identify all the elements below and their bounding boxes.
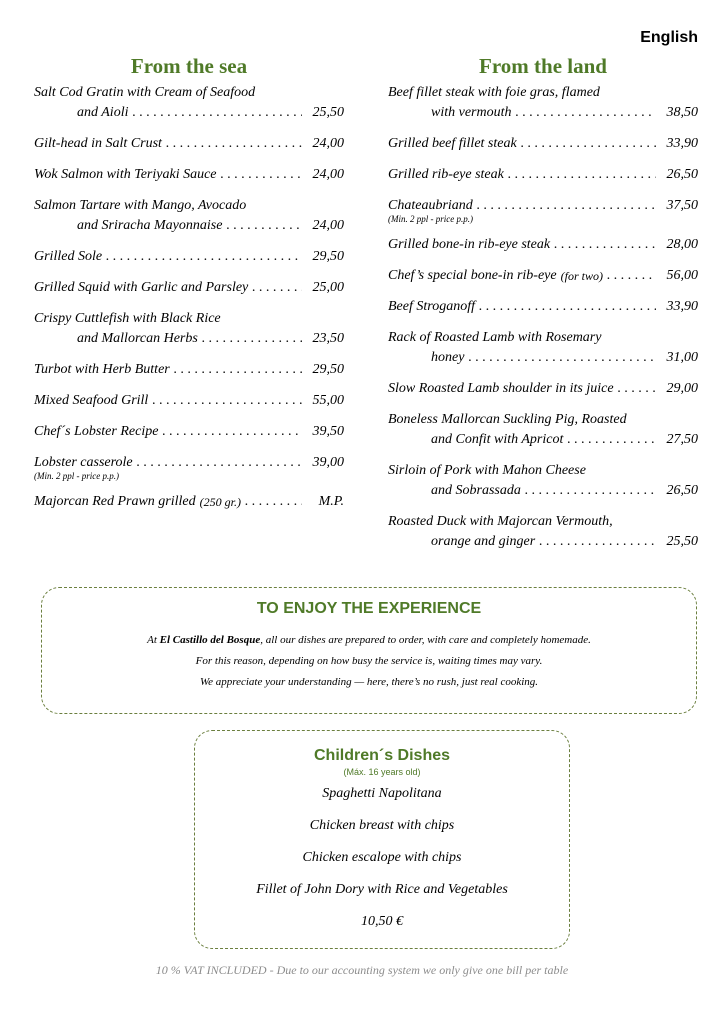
menu-item-name: Beef Stroganoff [388,299,475,314]
menu-item [34,309,344,349]
menu-item-name-cont: with vermouth [431,105,512,120]
menu-item-row [34,247,344,267]
menu-item-price: 23,50 [312,331,344,346]
menu-item-price: 25,50 [312,105,344,120]
menu-item-row [388,379,698,399]
menu-item-portion: (250 gr.) [199,495,241,509]
menu-item-price: 25,00 [312,280,344,295]
menu-item-price: 24,00 [312,136,344,151]
menu-item-price: 33,90 [666,299,698,314]
menu-item-row [388,481,698,501]
menu-item-name: Salt Cod Gratin with Cream of Seafood [34,85,256,100]
experience-line-3: We appreciate your understanding — here, there’s no rush, just real cooking. [199,676,539,688]
menu-item [388,235,698,255]
menu-item-price: 31,00 [666,350,698,365]
menu-item-name: Grilled rib-eye steak [388,167,504,182]
menu-item-price: 29,00 [666,381,698,396]
experience-line-1 [42,630,696,651]
menu-item-price: 26,50 [666,167,698,182]
menu-item-name-cont: honey [431,350,465,365]
menu-item-price: 33,90 [666,136,698,151]
menu-item [34,492,344,512]
experience-line-1-prefix: At [147,634,160,646]
menu-item-name: Grilled beef fillet steak [388,136,517,151]
menu-item-name: Chef’s special bone-in rib-eye [388,268,557,283]
menu-item-row [34,391,344,411]
dot-leader [152,391,302,411]
menu-item-portion: (for two) [560,269,603,283]
children-dish: Fillet of John Dory with Rice and Vegetables [256,882,508,897]
menu-item-row [388,103,698,123]
menu-item [388,461,698,501]
menu-item-price: 29,50 [312,249,344,264]
menu-item-name-cont: and Aioli [77,105,129,120]
children-dish: Chicken escalope with chips [302,850,462,865]
menu-item-name: Roasted Duck with Majorcan Vermouth, [388,514,613,529]
children-dish: Spaghetti Napolitana [322,786,442,801]
children-box [194,730,570,949]
menu-item-price: 26,50 [666,483,698,498]
menu-item-row [34,103,344,123]
menu-item-name: Boneless Mallorcan Suckling Pig, Roasted [388,412,627,427]
dot-leader [516,103,657,123]
menu-item-row [388,430,698,450]
menu-item-row [388,196,698,216]
dot-leader [539,532,656,552]
menu-item-row [34,165,344,185]
experience-box [41,587,697,714]
menu-item-price: 27,50 [666,432,698,447]
land-section [388,54,698,563]
menu-item-price: 39,50 [312,424,344,439]
menu-item-row [34,134,344,154]
menu-item-name: Beef fillet steak with foie gras, flamed [388,85,600,100]
menu-item [34,165,344,185]
dot-leader [477,196,656,216]
dot-leader [245,492,302,512]
children-subtitle: (Máx. 16 years old) [343,767,421,777]
menu-item [34,278,344,298]
dot-leader [567,430,656,450]
dot-leader [174,360,302,380]
menu-item-name: Mixed Seafood Grill [34,393,149,408]
menu-item [34,422,344,442]
dot-leader [479,297,656,317]
dot-leader [508,165,656,185]
menu-item-row [388,165,698,185]
menu-item-note: (Min. 2 ppl - price p.p.) [388,214,473,224]
menu-item-name: Sirloin of Pork with Mahon Cheese [388,463,586,478]
menu-item [388,297,698,317]
menu-item-name: Grilled Sole [34,249,103,264]
menu-item [34,360,344,380]
land-title: From the land [479,54,607,78]
dot-leader [162,422,302,442]
menu-item [388,379,698,399]
dot-leader [525,481,656,501]
menu-item [388,328,698,368]
restaurant-name: El Castillo del Bosque [159,634,261,646]
menu-item-price: 28,00 [666,237,698,252]
menu-item-name: Chateaubriand [388,198,473,213]
sea-section [34,54,344,523]
menu-item-row [388,134,698,154]
menu-item-row [388,532,698,552]
menu-item [34,247,344,267]
dot-leader [132,103,302,123]
menu-item-price: 55,00 [312,393,344,408]
menu-item-name-cont: and Sobrassada [431,483,521,498]
menu-item-name: Salmon Tartare with Mango, Avocado [34,198,247,213]
menu-item-price: 39,00 [312,455,344,470]
menu-item-name: Grilled Squid with Garlic and Parsley [34,280,249,295]
vat-footer: 10 % VAT INCLUDED - Due to our accounting system we only give one bill per table [155,963,569,977]
dot-leader [137,453,302,473]
menu-item-row [34,329,344,349]
experience-line-1-suffix: , all our dishes are prepared to order, with care and completely homemade. [260,634,591,646]
menu-item-row [388,266,698,286]
menu-item-name: Rack of Roasted Lamb with Rosemary [388,330,602,345]
menu-item-price: 37,50 [666,198,698,213]
menu-item-price: 25,50 [666,534,698,549]
menu-item-name-cont: and Mallorcan Herbs [77,331,198,346]
experience-title: TO ENJOY THE EXPERIENCE [256,600,482,617]
menu-item-name: Crispy Cuttlefish with Black Rice [34,311,221,326]
menu-item-price: 29,50 [312,362,344,377]
menu-item-row [388,235,698,255]
menu-item-name-cont: orange and ginger [431,534,536,549]
menu-item-note: (Min. 2 ppl - price p.p.) [34,471,119,481]
dot-leader [221,165,302,185]
menu-item [34,83,344,123]
menu-item-name-cont: and Sriracha Mayonnaise [77,218,223,233]
dot-leader [202,329,302,349]
menu-item-row [34,360,344,380]
sea-title: From the sea [130,54,248,78]
dot-leader [554,235,656,255]
dot-leader [166,134,302,154]
menu-item-name: Chef´s Lobster Recipe [34,424,159,439]
menu-item-name: Gilt-head in Salt Crust [34,136,162,151]
menu-item [388,266,698,286]
land-items [388,83,698,552]
dot-leader [618,379,656,399]
menu-item [388,83,698,123]
menu-item-row [34,492,344,512]
children-title: Children´s Dishes [313,747,451,764]
dot-leader [226,216,302,236]
menu-item-row [388,297,698,317]
menu-item [388,165,698,185]
menu-item-name: Turbot with Herb Butter [34,362,170,377]
menu-item-price: 56,00 [666,268,698,283]
menu-item-name: Grilled bone-in rib-eye steak [388,237,551,252]
menu-item-price: 38,50 [666,105,698,120]
menu-item-name: Majorcan Red Prawn grilled [34,494,196,509]
menu-item-name: Slow Roasted Lamb shoulder in its juice [388,381,614,396]
menu-item-name-cont: and Confit with Apricot [431,432,564,447]
menu-item [388,512,698,552]
experience-line-2: For this reason, depending on how busy the service is, waiting times may vary. [195,655,543,667]
menu-item [388,196,698,224]
menu-item-name: Wok Salmon with Teriyaki Sauce [34,167,217,182]
menu-item-row [388,348,698,368]
dot-leader [252,278,302,298]
menu-item-price: 24,00 [312,167,344,182]
children-price: 10,50 € [361,914,403,929]
menu-item [34,391,344,411]
menu-item [34,453,344,481]
menu-item [34,196,344,236]
menu-item-name: Lobster casserole [34,455,133,470]
menu-item [388,410,698,450]
dot-leader [468,348,656,368]
children-dish: Chicken breast with chips [309,818,455,833]
menu-item-row [34,422,344,442]
menu-item [34,134,344,154]
language-label[interactable]: English [640,29,698,46]
menu-item-row [34,278,344,298]
menu-item-row [34,216,344,236]
menu-item [388,134,698,154]
dot-leader [106,247,302,267]
dot-leader [607,266,656,286]
sea-items [34,83,344,512]
menu-item-price: 24,00 [312,218,344,233]
dot-leader [521,134,656,154]
menu-item-price: M.P. [318,494,344,509]
menu-item-row [34,453,344,473]
